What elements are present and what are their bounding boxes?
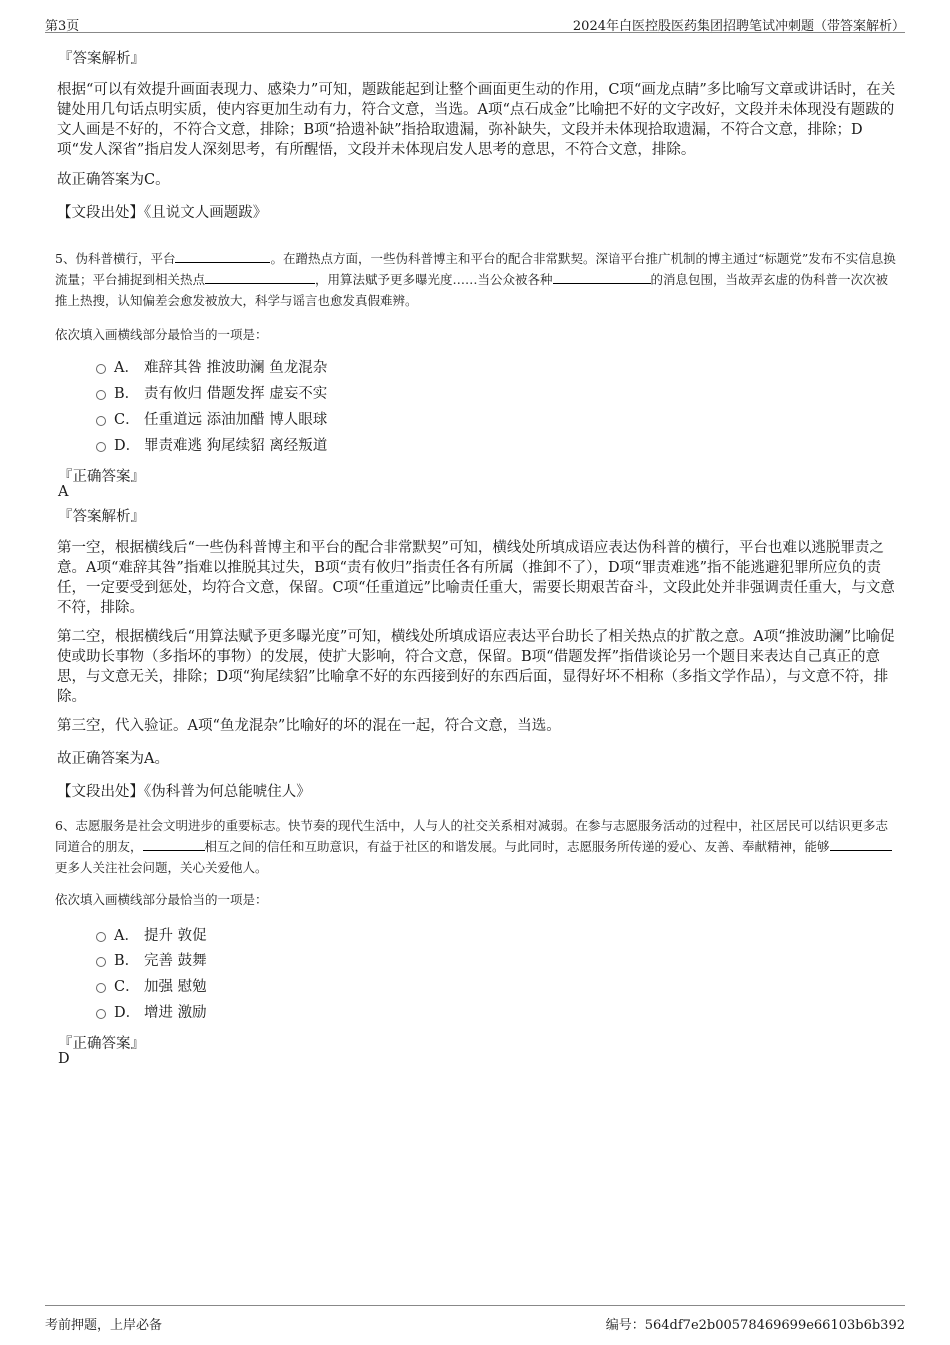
conclusion: 故正确答案为C。: [57, 172, 170, 188]
blank-2: [830, 837, 892, 851]
answer-value: D: [58, 1051, 70, 1067]
radio-icon[interactable]: [96, 1009, 106, 1019]
question-6-stem: 6、志愿服务是社会文明进步的重要标志。快节奏的现代生活中，人与人的社交关系相对减弱。在参与志愿服务活动的过程中，社区居民可以结识更多志同道合的朋友， 相互之间的信任和互助意识，有益于社区的和谐发展。与此同时，志愿服务所传递的爱心、友善、奉献精神，能够更多人关注社会问题，关心关爱他人。: [55, 815, 900, 878]
source-citation: 【文段出处】《伪科普为何总能唬住人》: [57, 784, 311, 800]
option-b[interactable]: B． 完善 鼓舞: [96, 950, 207, 972]
page-footer: [45, 1305, 905, 1336]
page-number: 第3页: [45, 19, 80, 34]
option-c[interactable]: C． 加强 慰勉: [96, 976, 207, 998]
source-citation: 【文段出处】《且说文人画题跋》: [57, 205, 268, 221]
option-a[interactable]: A． 提升 敦促: [96, 925, 207, 947]
question-5-stem: 5、伪科普横行，平台 。在蹭热点方面，一些伪科普博主和平台的配合非常默契。深谙平台推广机制的博主通过“标题党”发布不实信息换流量；平台捕捉到相关热点 ，用算法赋予更多曝光度……当公众被各种 的消息包围，当故弄玄虚的伪科普一次次被推上热搜，认知偏差会愈发被放大，科学与谣言也愈发真假难辨。: [55, 251, 896, 308]
blank-1: [143, 837, 205, 851]
analysis-label: 『答案解析』: [58, 51, 145, 67]
option-d[interactable]: D． 罪责难逃 狗尾续貂 离经叛道: [96, 435, 327, 457]
footer-slogan: 考前押题，上岸必备: [45, 1318, 163, 1333]
radio-icon[interactable]: [96, 416, 106, 426]
page-header: [45, 12, 905, 33]
analysis-paragraph: 第二空，根据横线后“用算法赋予更多曝光度”可知，横线处所填成语应表达平台助长了相关热点的扩散之意。A项“推波助澜”比喻促使或助长事物（多指坏的事物）的发展，使扩大影响，符合文意，保留。B项“借题发挥”指借谈论另一个题目来表达自己真正的意思，与文意无关，排除；D项“狗尾续貂”比喻拿不好的东西接到好的东西后面，显得好坏不相称（多指文学作品），与文意不符，排除。: [57, 629, 895, 705]
blank-3: [553, 270, 651, 284]
radio-icon[interactable]: [96, 442, 106, 452]
radio-icon[interactable]: [96, 390, 106, 400]
option-b[interactable]: B． 责有攸归 借题发挥 虚妄不实: [96, 383, 327, 405]
option-a[interactable]: A． 难辞其咎 推波助澜 鱼龙混杂: [96, 357, 327, 379]
document-title: 2024年白医控股医药集团招聘笔试冲刺题（带答案解析）: [572, 19, 905, 34]
radio-icon[interactable]: [96, 932, 106, 942]
answer-value: A: [58, 484, 69, 500]
answer-label: 『正确答案』: [58, 469, 145, 485]
option-c[interactable]: C． 任重道远 添油加醋 博人眼球: [96, 409, 327, 431]
blank-1: [175, 249, 270, 263]
conclusion: 故正确答案为A。: [57, 751, 169, 767]
answer-label: 『正确答案』: [58, 1036, 145, 1052]
radio-icon[interactable]: [96, 983, 106, 993]
question-6-prompt: 依次填入画横线部分最恰当的一项是：: [55, 892, 268, 907]
radio-icon[interactable]: [96, 957, 106, 967]
analysis-paragraph: 第一空，根据横线后“一些伪科普博主和平台的配合非常默契”可知，横线处所填成语应表达伪科普的横行，平台也难以逃脱罪责之意。A项“难辞其咎”指难以推脱其过失，B项“责有攸归”指责任各有所属（推卸不了），D项“罪责难逃”指不能逃避犯罪所应负的责任，一定要受到惩处，均符合文意，保留。C项“任重道远”比喻责任重大，需要长期艰苦奋斗，文段此处并非强调责任重大，与文意不符，排除。: [57, 540, 895, 616]
blank-2: [205, 270, 315, 284]
analysis-paragraph: 根据“可以有效提升画面表现力、感染力”可知，题跋能起到让整个画面更生动的作用，C项“画龙点睛”多比喻写文章或讲话时，在关键处用几句话点明实质，使内容更加生动有力，符合文意，当选。A项“点石成金”比喻把不好的文字改好，文段并未体现没有题跋的文人画是不好的，不符合文意，排除；B项“拾遗补缺”指拾取遗漏，弥补缺失，文段并未体现拾取遗漏，不符合文意，排除；D项“发人深省”指启发人深刻思考，有所醒悟，文段并未体现启发人思考的意思，不符合文意，排除。: [57, 82, 896, 158]
radio-icon[interactable]: [96, 364, 106, 374]
footer-serial: 编号：564df7e2b00578469699e66103b6b392: [605, 1318, 905, 1333]
option-d[interactable]: D． 增进 激励: [96, 1002, 207, 1024]
analysis-paragraph: 第三空，代入验证。A项“鱼龙混杂”比喻好的坏的混在一起，符合文意，当选。: [57, 718, 561, 734]
question-5-prompt: 依次填入画横线部分最恰当的一项是：: [55, 327, 268, 342]
analysis-label: 『答案解析』: [58, 509, 145, 525]
